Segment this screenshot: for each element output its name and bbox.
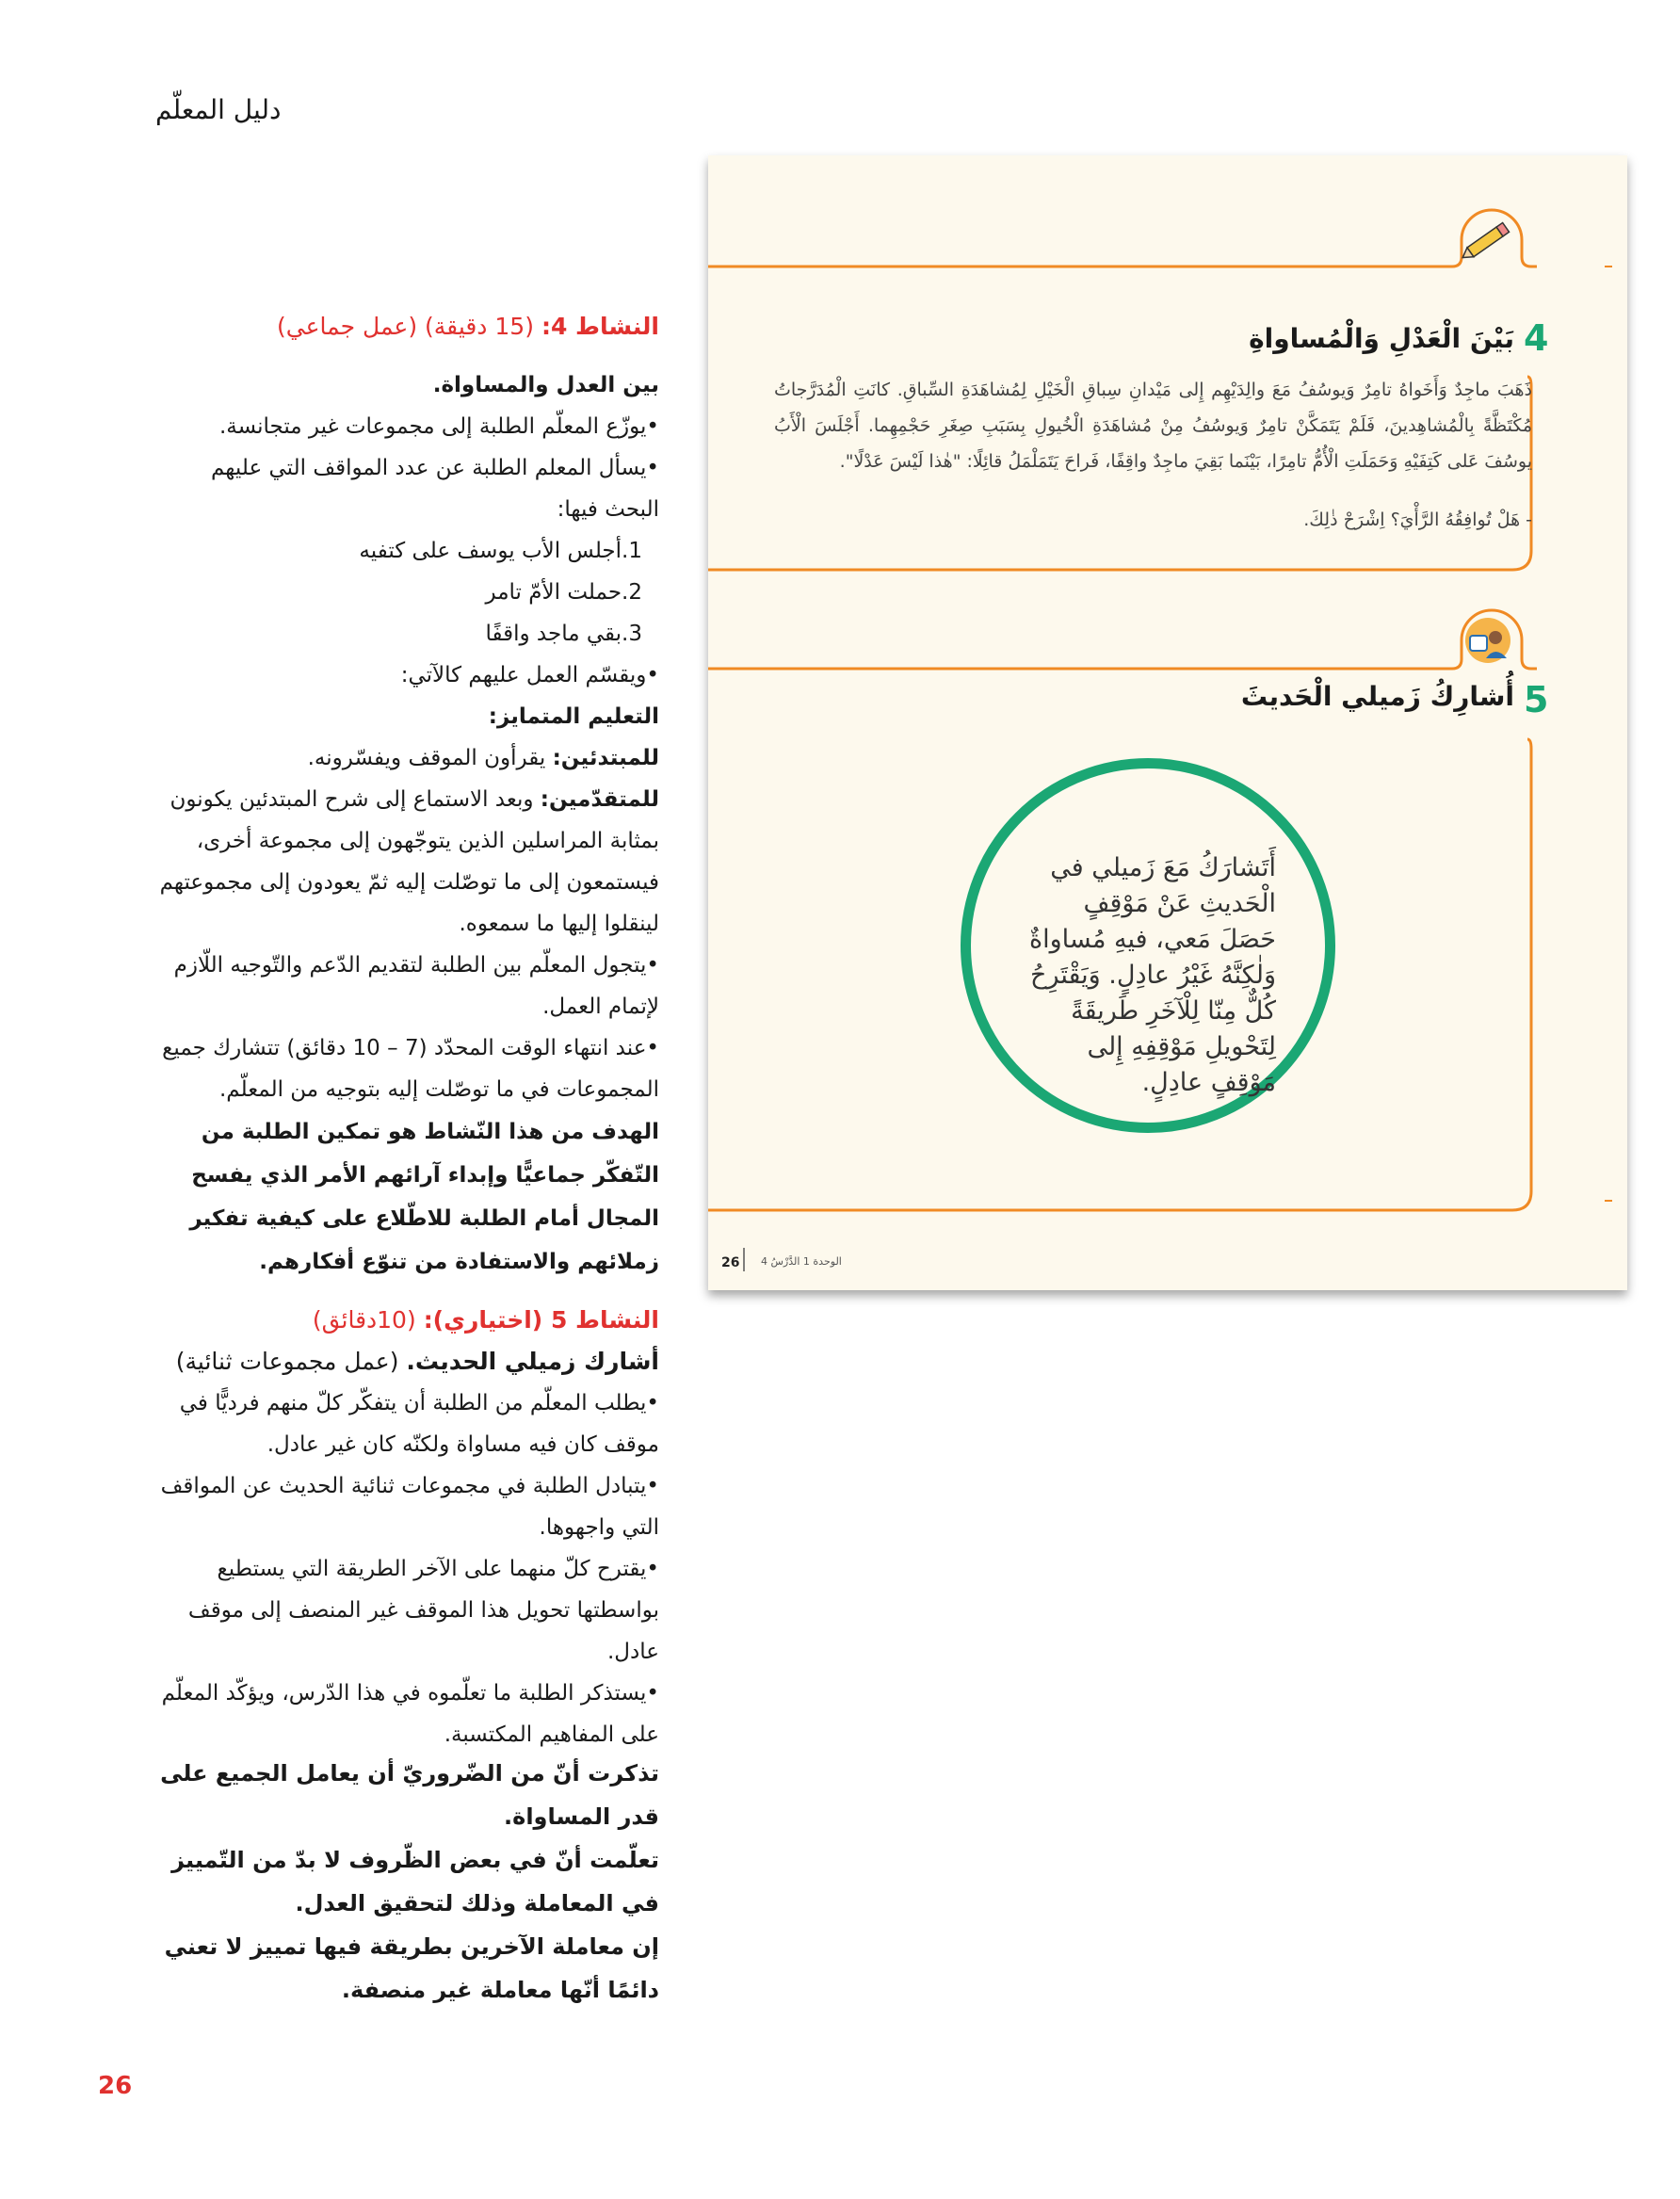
section4-story: ذَهَبَ ماجِدٌ وَأَخَواهُ تامِرٌ وَيوسُفُ مَعَ والِدَيْهِم إِلى مَيْدانِ سِباقِ الْخَيْلِ لِمُشاهَدَةِ السِّباقِ. كانَتِ الْمُدَرَّجاتُ مُكْتَظَّةً بِالْمُشاهِدينَ، فَلَمْ يَتَمَكَّنْ تامِرٌ وَيوسُفُ مِنْ مُشاهَدَةِ الْخُيولِ بِسَبَبِ صِغَرِ حَجْمِهِما. أَجْلَسَ الْأَبُ يوسُفَ عَلى كَتِفَيْهِ وَحَمَلَتِ الْأُمُّ تامِرًا، بَيْنَما بَقِيَ ماجِدٌ واقِفًا، فَراحَ يَتَمَلْمَلُ قائِلًا: "هٰذا لَيْسَ عَدْلًا". [774,380,1532,472]
activity5-bullet: • يقترح كلّ منهما على الآخر الطريقة التي يستطيع بواسطتها تحويل هذا الموقف غير المنصف إلى موقف عادل. [151,1548,659,1673]
activity5-topic: أشارك زميلي الحديث. [406,1348,659,1375]
beginners-line: للمبتدئين: يقرأون الموقف ويفسّرونه. [307,746,659,770]
student-book-page [708,155,1627,1290]
activity5-heading [151,1300,659,1341]
summary-para: تعلّمت أنّ في بعض الظّروف لا بدّ من التّمييز في المعاملة وذلك لتحقيق العدل. [171,1847,659,1916]
activity4-item: 2.حملت الأمّ تامر [485,580,642,605]
activity4-heading [151,306,659,348]
activity5-label: النشاط 5 (اختياري): [423,1306,659,1334]
book-footer-unit: الوحدة 1 الدَّرْسُ 4 [761,1255,842,1268]
section4-number: 4 [1524,317,1549,359]
discussion-text: أَتَشارَكُ مَعَ زَميلي في الْحَديثِ عَنْ مَوْقِفٍ حَصَلَ مَعي، فيهِ مُساواةٌ وَلٰكِنَّهُ غَيْرُ عادِلٍ. وَيَقْتَرِحُ كُلٌّ مِنّا لِلْآخَرِ طَريقَةً لِتَحْويلِ مَوْقِفِهِ إِلى مَوْقِفٍ عادِلٍ. [1029,853,1276,1097]
summary-block [151,1752,659,2012]
summary-para: تذكرت أنّ من الضّروريّ أن يعامل الجميع على قدر المساواة. [160,1760,659,1830]
discussion-circle [961,758,1335,1133]
section4-title: بَيْنَ الْعَدْلِ وَالْمُساواةِ [1249,323,1514,354]
page-number: 26 [98,2072,133,2100]
activity4-block [151,306,659,1284]
activity4-bullet: • يسأل المعلم الطلبة عن عدد المواقف التي عليهم البحث فيها: [151,447,659,530]
activity4-topic: بين العدل والمساواة. [432,373,659,397]
section5-title: أُشارِكُ زَميلي الْحَديثَ [1240,681,1514,712]
activity4-bullet: • يوزّع المعلّم الطلبة إلى مجموعات غير متجانسة. [151,406,659,447]
activity4-goal: الهدف من هذا النّشاط هو تمكين الطلبة من التّفكّر جماعيًّا وإبداء آرائهم الأمر الذي يفسح المجال أمام الطلبة للاطّلاع على كيفية تفكير زملائهم والاستفادة من تنوّع أفكارهم. [189,1120,659,1274]
summary-para: إن معاملة الآخرين بطريقة فيها تمييز لا تعني دائمًا أنّها معاملة غير منصفة. [164,1933,659,2003]
activity5-block [151,1300,659,1755]
activity4-bullet: • ويقسّم العمل عليهم كالآتي: [151,655,659,696]
activity4-bullet: • عند انتهاء الوقت المحدّد (7 – 10 دقائق) تتشارك جميع المجموعات في ما توصّلت إليه بتوجيه من المعلّم. [151,1027,659,1110]
activity5-meta: (10دقائق) [312,1306,416,1334]
activity5-bullet: • يتبادل الطلبة في مجموعات ثنائية الحديث عن المواقف التي واجهوها. [151,1465,659,1548]
activity5-bullet: • يستذكر الطلبة ما تعلّموه في هذا الدّرس، ويؤكّد المعلّم على المفاهيم المكتسبة. [151,1673,659,1755]
activity4-item: 1.أجلس الأب يوسف على كتفيه [359,539,642,563]
section4-question: - هَلْ تُوافِقُهُ الرَّأْيَ؟ اِشْرَحْ ذٰلِكَ. [1303,509,1532,530]
activity4-meta: (15 دقيقة) (عمل جماعي) [277,313,534,340]
students-talking-icon [1458,615,1518,666]
activity4-label: النشاط 4: [541,313,659,340]
advanced-para: للمتقدّمين: وبعد الاستماع إلى شرح المبتدئين يكونون بمثابة المراسلين الذين يتوجّهون إلى مجموعة أخرى، فيستمعون إلى ما توصّلت إليه ثمّ يعودون إلى مجموعتهم لينقلوا إليها ما سمعوه. [159,787,659,936]
differentiated-title: التعليم المتمايز: [488,704,659,729]
activity5-topic-meta: (عمل مجموعات ثنائية) [175,1348,399,1375]
activity4-item: 3.بقي ماجد واقفًا [485,622,642,646]
guide-title: دليل المعلّم [155,94,282,125]
pencil-icon [1458,216,1518,267]
section5-number: 5 [1524,679,1549,720]
activity5-bullet: • يطلب المعلّم من الطلبة أن يتفكّر كلّ منهم فرديًّا في موقف كان فيه مساواة ولكنّه كان غير عادل. [151,1382,659,1465]
activity4-bullet: • يتجول المعلّم بين الطلبة لتقديم الدّعم والتّوجيه اللّازم لإتمام العمل. [151,945,659,1027]
book-footer-page: 26 [721,1255,740,1270]
activity5-topic-line [151,1341,659,1382]
